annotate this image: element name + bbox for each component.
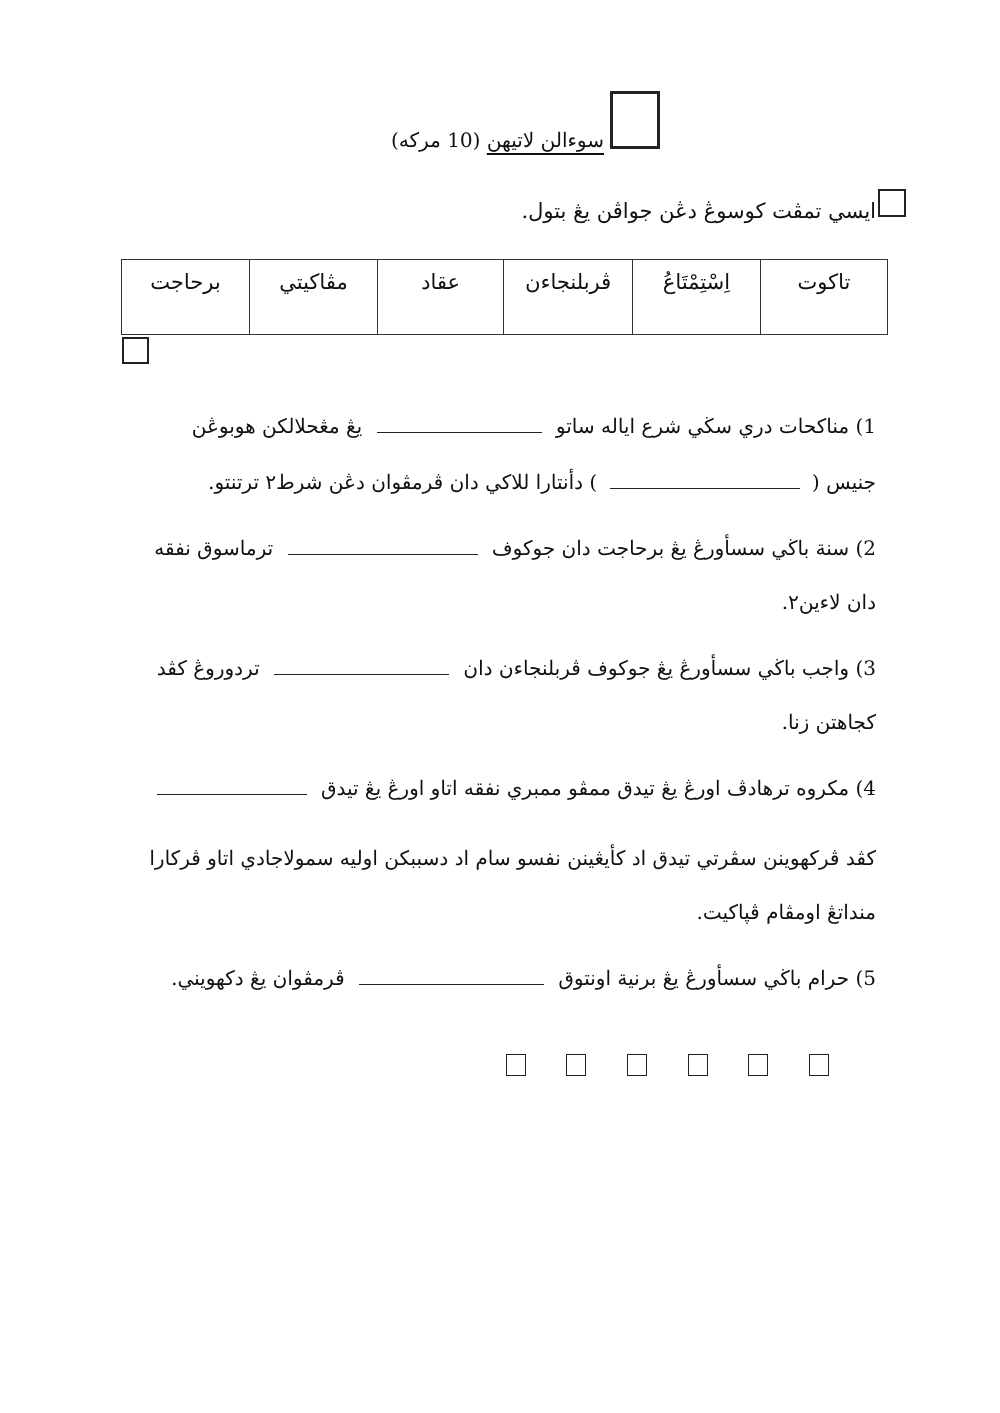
word-bank-table [121,259,888,335]
question-5-line-1 [171,966,876,990]
question-text: ترماسوق نفقه [154,536,274,560]
question-3-line-2: كجاهتن زنا. [781,710,876,734]
instruction-checkbox[interactable] [878,189,906,217]
question-4-line-2: كڤد ڤركهوينن سڤرتي تيدق اد كأيڠينن نفسو سام اد دسببكن اوليه سمولاجادي اتاو ڤركارا [149,846,876,870]
question-text: جنيس ( [811,470,876,494]
word-bank-cell[interactable]: اِسْتِمْتَاعُ [633,260,761,335]
word-bank-cell[interactable]: عقاد [377,260,503,335]
question-1-line-2 [208,470,876,494]
answer-box[interactable] [566,1054,586,1076]
section-title-marks: (10 مركه) [391,128,487,152]
question-number: 4) [855,776,876,800]
answer-blank-5[interactable] [359,983,544,985]
answer-box[interactable] [688,1054,708,1076]
answer-blank-4[interactable] [157,793,307,795]
question-text: مناكحات دري سڬي شرع اياله ساتو [555,414,850,438]
question-number: 2) [855,536,876,560]
word-bank-cell[interactable]: برحاجت [122,260,250,335]
question-3-line-1 [157,656,876,680]
question-number: 5) [855,966,876,990]
word-bank-cell[interactable]: ڤربلنجاءن [504,260,633,335]
section-title [391,128,604,152]
question-2-line-1 [154,536,876,560]
question-text: تردوروڠ كڤد [156,656,260,680]
word-bank-cell[interactable]: مڤاكيتي [250,260,378,335]
question-text: حرام باڬي سسأورڠ يڠ برنية اونتوق [558,966,850,990]
answer-blank-3[interactable] [274,673,449,675]
question-2-line-2: دان لاءين٢. [781,590,876,614]
question-text: يڠ مڠحلالكن هوبوڠن [191,414,363,438]
answer-box[interactable] [809,1054,829,1076]
question-text: ) دأنتارا للاكي دان ڤرمڤوان دڠن شرط٢ ترتنتو. [208,470,598,494]
word-bank-cell[interactable]: تاكوت [760,260,887,335]
question-text: ڤرمڤوان يڠ دكهويني. [171,966,345,990]
question-number: 3) [855,656,876,680]
question-4-line-3: منداتڠ اومڤام ڤپاكيت. [696,900,876,924]
title-checkbox[interactable] [610,91,660,149]
section-title-main: سوءالن لاتيهن [486,128,604,152]
answer-box[interactable] [506,1054,526,1076]
word-bank-checkbox[interactable] [122,337,149,364]
question-text: سنة باڬي سسأورڠ يڠ برحاجت دان جوكوف [491,536,850,560]
question-text: واجب باڬي سسأورڠ يڠ جوكوف ڤربلنجاءن دان [463,656,850,680]
answer-blank-2[interactable] [288,553,478,555]
answer-box[interactable] [748,1054,768,1076]
answer-blank-1b[interactable] [610,487,800,489]
answer-box[interactable] [627,1054,647,1076]
instruction-text: ايسي تمڤت كوسوڠ دڠن جواڤن يڠ بتول. [521,199,876,223]
question-number: 1) [855,414,876,438]
question-text: مكروه ترهادڤ اورڠ يڠ تيدق ممڤو ممبري نفقه اتاو اورڠ يڠ تيدق [320,776,850,800]
answer-blank-1[interactable] [377,431,542,433]
question-1-line-1 [192,414,876,438]
question-4-line-1 [149,776,876,800]
